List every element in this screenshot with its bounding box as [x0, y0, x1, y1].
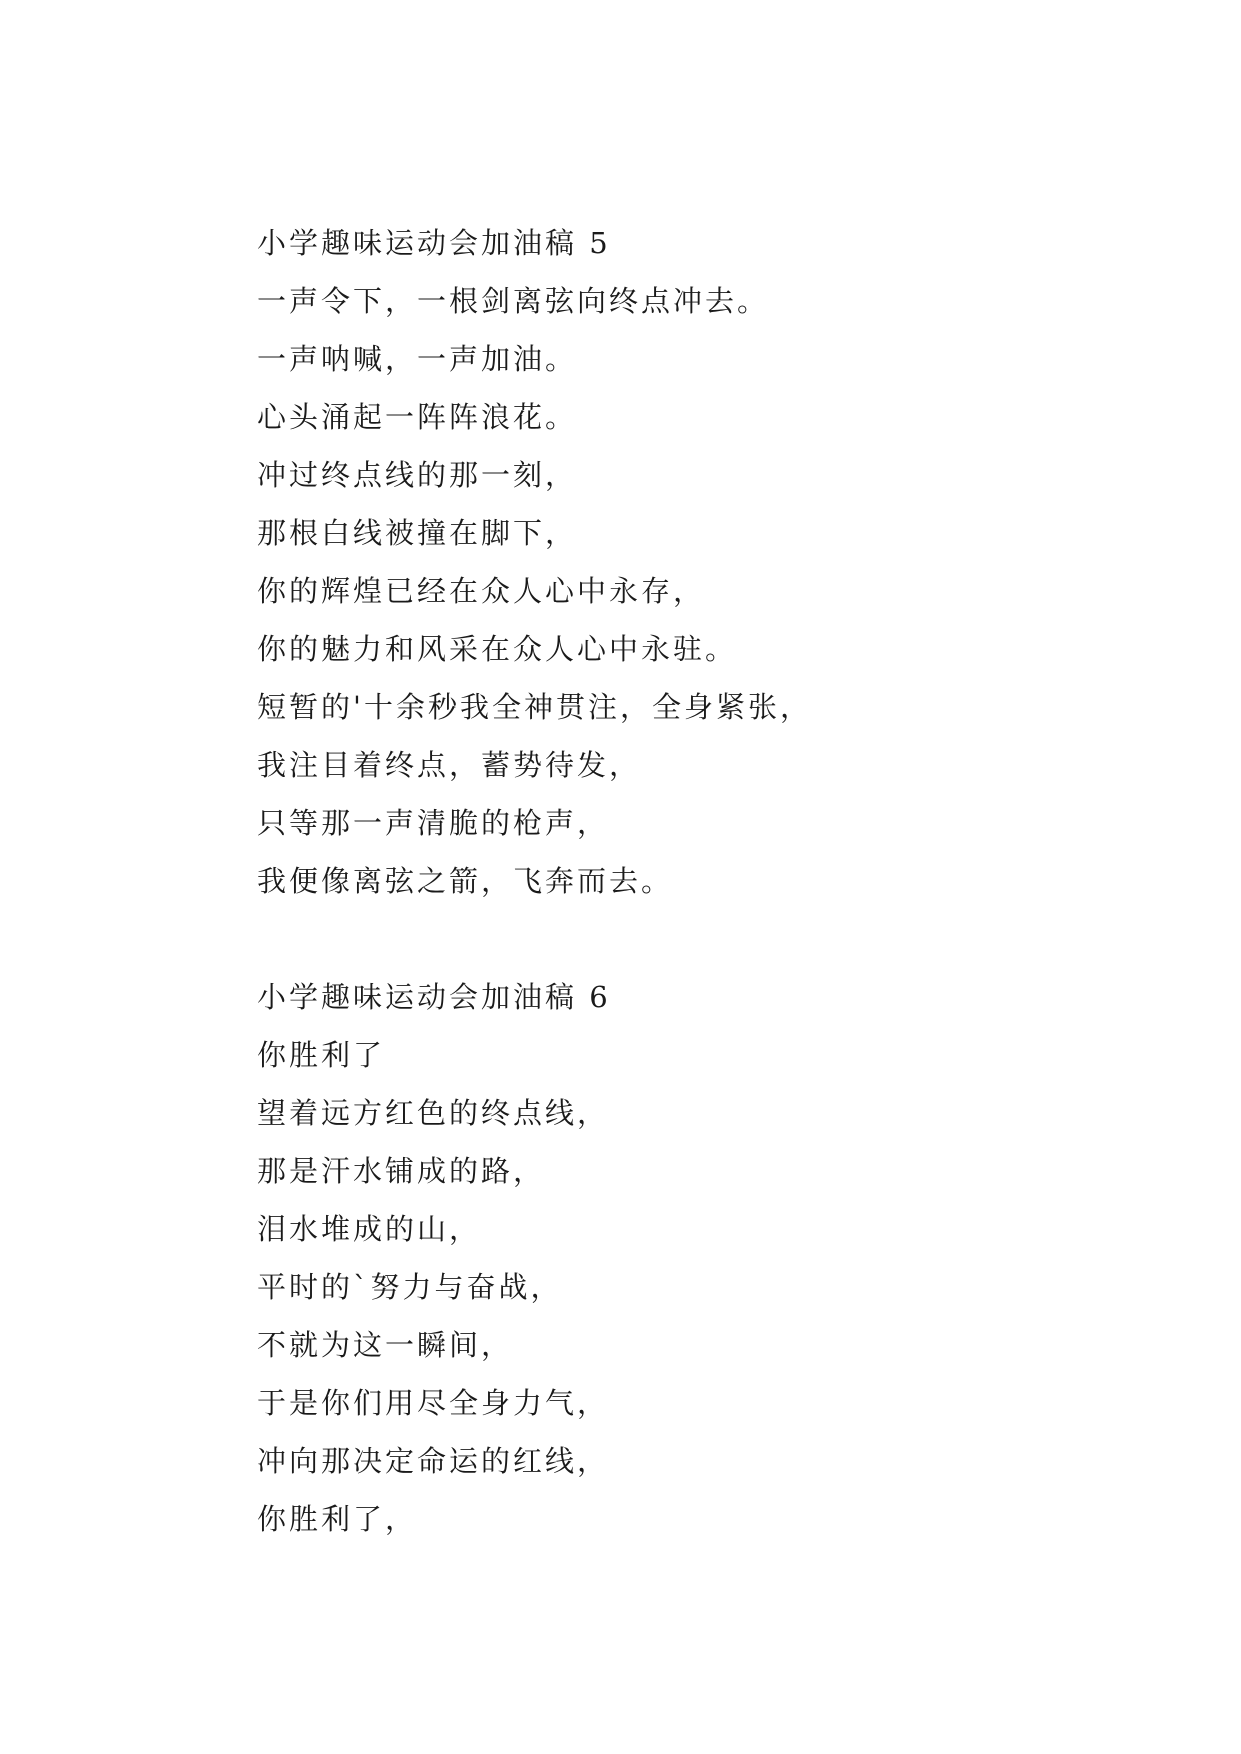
text-line: 不就为这一瞬间，	[257, 1328, 514, 1362]
text-line: 于是你们用尽全身力气，	[257, 1386, 610, 1420]
text-line: 我注目着终点，蓄势待发，	[257, 748, 642, 782]
document-body	[257, 214, 1157, 1548]
text-line: 平时的`努力与奋战，	[257, 1270, 563, 1304]
text-line: 冲过终点线的那一刻，	[257, 458, 578, 492]
text-line: 只等那一声清脆的枪声，	[257, 806, 610, 840]
text-line: 那根白线被撞在脚下，	[257, 516, 578, 550]
text-line: 一声呐喊，一声加油。	[257, 342, 578, 376]
text-line: 你的辉煌已经在众人心中永存，	[257, 574, 706, 608]
section-spacer	[257, 910, 1157, 968]
text-line: 一声令下，一根剑离弦向终点冲去。	[257, 284, 770, 318]
text-line: 你胜利了，	[257, 1502, 418, 1536]
text-line: 冲向那决定命运的红线，	[257, 1444, 610, 1478]
text-line: 短暂的'十余秒我全神贯注，全身紧张，	[257, 690, 812, 724]
text-line: 心头涌起一阵阵浪花。	[257, 400, 578, 434]
text-line: 望着远方红色的终点线，	[257, 1096, 610, 1130]
text-line: 泪水堆成的山，	[257, 1212, 482, 1246]
section-title: 小学趣味运动会加油稿 6	[257, 980, 611, 1014]
section-title: 小学趣味运动会加油稿 5	[257, 226, 611, 260]
text-line: 你胜利了	[257, 1038, 386, 1072]
text-line: 我便像离弦之箭，飞奔而去。	[257, 864, 674, 898]
text-line: 你的魅力和风采在众人心中永驻。	[257, 632, 738, 666]
text-line: 那是汗水铺成的路，	[257, 1154, 546, 1188]
